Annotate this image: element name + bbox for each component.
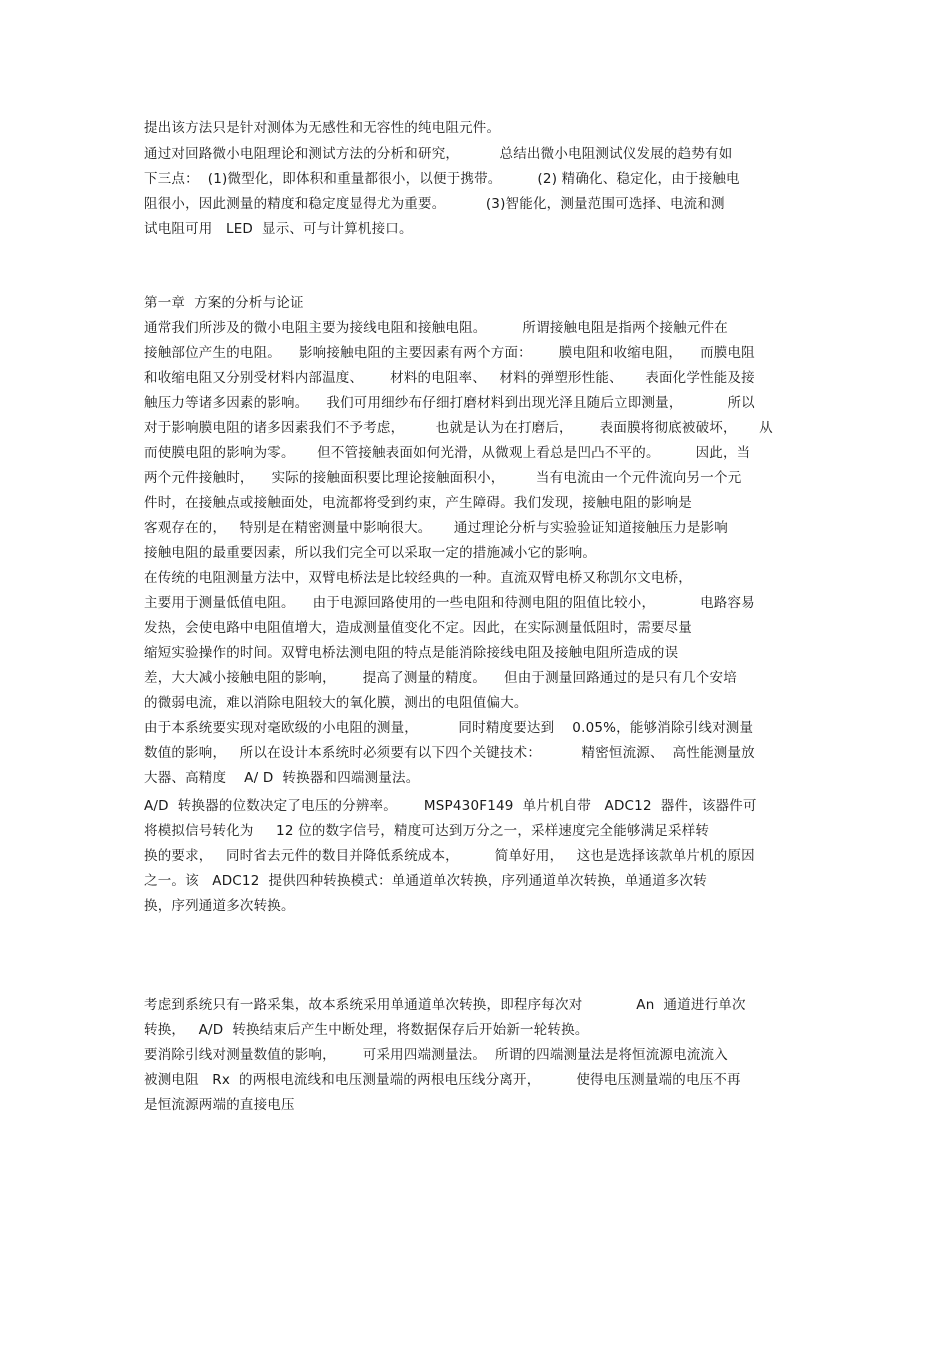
- text-line: 将模拟信号转化为 12 位的数字信号，精度可达到万分之一，采样速度完全能够满足采样转: [144, 823, 710, 839]
- chapter-heading: 第一章 方案的分析与论证: [144, 295, 304, 311]
- text-line: 试电阻可用 LED 显示、可与计算机接口。: [144, 221, 413, 237]
- text-line: 之一。该 ADC12 提供四种转换模式：单通道单次转换，序列通道单次转换，单通道多次转: [144, 873, 707, 889]
- text-line: 换，序列通道多次转换。: [144, 898, 295, 914]
- text-line: 提出该方法只是针对测体为无感性和无容性的纯电阻元件。: [144, 120, 501, 136]
- text-line: 数值的影响， 所以在设计本系统时必须要有以下四个关键技术： 精密恒流源、 高性能测量放: [144, 745, 755, 761]
- text-line: 通常我们所涉及的微小电阻主要为接线电阻和接触电阻。 所谓接触电阻是指两个接触元件在: [144, 320, 728, 336]
- text-line: 下三点： (1)微型化，即体积和重量都很小，以便于携带。 (2) 精确化、稳定化，由于接触电: [144, 171, 740, 187]
- text-line: 主要用于测量低值电阻。 由于电源回路使用的一些电阻和待测电阻的阻值比较小， 电路容易: [144, 595, 755, 611]
- text-line: 是恒流源两端的直接电压: [144, 1097, 295, 1113]
- text-line: 客观存在的， 特别是在精密测量中影响很大。 通过理论分析与实验验证知道接触压力是影响: [144, 520, 728, 536]
- text-line: 被测电阻 Rx 的两根电流线和电压测量端的两根电压线分离开， 使得电压测量端的电压不再: [144, 1072, 741, 1088]
- text-line: 转换， A/D 转换结束后产生中断处理，将数据保存后开始新一轮转换。: [144, 1022, 589, 1038]
- text-line: 缩短实验操作的时间。双臂电桥法测电阻的特点是能消除接线电阻及接触电阻所造成的误: [144, 645, 679, 661]
- text-line: 换的要求， 同时省去元件的数目并降低系统成本， 简单好用， 这也是选择该款单片机的原因: [144, 848, 755, 864]
- text-line: 接触电阻的最重要因素，所以我们完全可以采取一定的措施减小它的影响。: [144, 545, 597, 561]
- text-line: 和收缩电阻又分别受材料内部温度、 材料的电阻率、 材料的弹塑形性能、 表面化学性能及接: [144, 370, 755, 386]
- text-line: 大器、高精度 A/ D 转换器和四端测量法。: [144, 770, 420, 786]
- text-line: 接触部位产生的电阻。 影响接触电阻的主要因素有两个方面： 膜电阻和收缩电阻， 而膜电阻: [144, 345, 755, 361]
- text-line: 两个元件接触时， 实际的接触面积要比理论接触面积小， 当有电流由一个元件流向另一个元: [144, 470, 742, 486]
- text-line: 由于本系统要实现对毫欧级的小电阻的测量， 同时精度要达到 0.05%，能够消除引线对测量: [144, 720, 754, 736]
- text-line: 考虑到系统只有一路采集，故本系统采用单通道单次转换，即程序每次对 An 通道进行单次: [144, 997, 746, 1013]
- text-line: 触压力等诸多因素的影响。 我们可用细纱布仔细打磨材料到出现光泽且随后立即测量， 所以: [144, 395, 755, 411]
- text-line: 的微弱电流，难以消除电阻较大的氧化膜，测出的电阻值偏大。: [144, 695, 528, 711]
- text-line: 发热，会使电路中电阻值增大，造成测量值变化不定。因此，在实际测量低阻时，需要尽量: [144, 620, 692, 636]
- text-line: 对于影响膜电阻的诸多因素我们不予考虑， 也就是认为在打磨后， 表面膜将彻底被破坏， 从: [144, 420, 773, 436]
- text-line: 要消除引线对测量数值的影响， 可采用四端测量法。 所谓的四端测量法是将恒流源电流流入: [144, 1047, 728, 1063]
- text-line: A/D 转换器的位数决定了电压的分辨率。 MSP430F149 单片机自带 ADC12 器件，该器件可: [144, 798, 757, 814]
- text-line: 差，大大减小接触电阻的影响， 提高了测量的精度。 但由于测量回路通过的是只有几个安培: [144, 670, 737, 686]
- text-line: 而使膜电阻的影响为零。 但不管接触表面如何光滑，从微观上看总是凹凸不平的。 因此，当: [144, 445, 751, 461]
- text-line: 在传统的电阻测量方法中，双臂电桥法是比较经典的一种。直流双臂电桥又称凯尔文电桥，: [144, 570, 692, 586]
- text-line: 通过对回路微小电阻理论和测试方法的分析和研究， 总结出微小电阻测试仪发展的趋势有如: [144, 146, 733, 162]
- text-line: 阻很小，因此测量的精度和稳定度显得尤为重要。 (3)智能化，测量范围可选择、电流和测: [144, 196, 725, 212]
- text-line: 件时，在接触点或接触面处，电流都将受到约束，产生障碍。我们发现，接触电阻的影响是: [144, 495, 692, 511]
